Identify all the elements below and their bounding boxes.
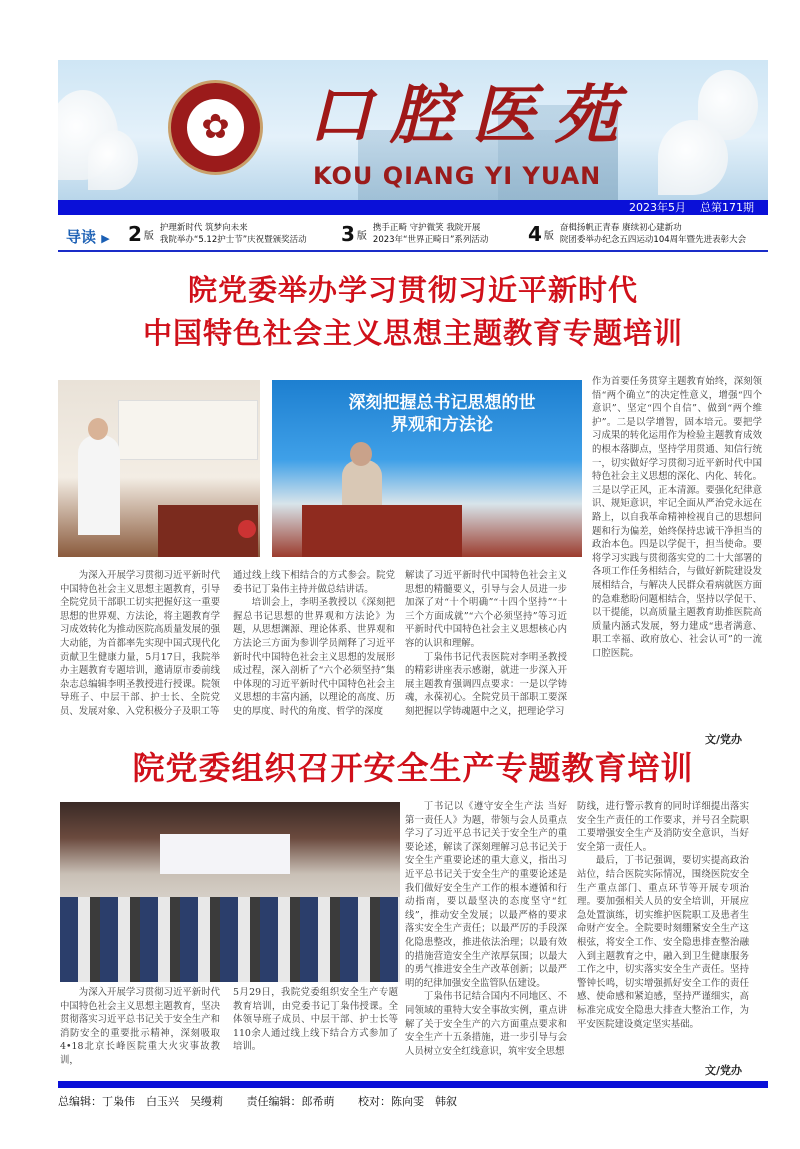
page-suffix: 版 [543, 230, 554, 242]
guide-label: 导读 ▶ [66, 228, 110, 246]
lecture-photo-speaker [58, 380, 260, 557]
page-number: 4 [528, 222, 542, 246]
article1-column3 [405, 569, 567, 719]
paragraph: 5月29日，我院党委组织安全生产专题教育培训，由党委书记丁枭伟授课。全体领导班子成员、中层干部、护士长等110余人通过线上线下结合方式参加了培训。 [233, 987, 398, 1053]
page-number: 3 [341, 222, 355, 246]
article2-column3 [405, 800, 567, 1058]
article2-title: 院党委组织召开安全生产专题教育培训 [132, 749, 694, 787]
guide-item[interactable] [528, 222, 746, 246]
paragraph: 防线，进行警示教育的同时详细提出落实安全生产责任的工作要求，并号召全院职工要增强安全生产及消防安全意识，当好安全第一责任人。 [577, 801, 749, 853]
paragraph: 丁枭伟书记代表医院对李明圣教授的精彩讲座表示感谢，就进一步深入开展主题教育强调四点要求：一是以学铸魂，永葆初心。全院党员干部职工要深刻把握以学铸魂题中之义，把理论学习 [405, 651, 567, 717]
guide-row [58, 220, 768, 252]
article1-column1 [60, 569, 220, 719]
guide-line: 2023年“世界正畸日”系列活动 [372, 235, 489, 245]
paragraph: 作为首要任务贯穿主题教育始终，深刻领悟“两个确立”的决定性意义，增强“四个意识”、坚定“四个自信”、做到“两个维护”。二是以学增智，固本培元。要把学习成果的转化运用作为检验主题教育成效的根本落脚点，坚持学用贯通、知信行统一，切实做好学习贯彻习近平新时代中国特色社会主义思想的深化、内化、转化。三是以学正风，正本清源。要强化纪律意识、规矩意识，牢记全面从严治党永远在路上，以自我革命精神检视自己的思想问题和行为偏差，始终保持忠诚干净担当的政治本色。四是以学促干，担当使命。要将学习实践与贯彻落实党的二十大部署的各项工作任务相结合，与做好新院建设发展相结合，与解决人民群众看病就医方面的急难愁盼问题相结合，坚持以学促干、以干提能，以高质量主题教育助推医院高质量内涵式发展，努力建成“患者满意、职工幸福、政府放心、社会认可”的一流口腔医院。 [592, 376, 762, 659]
training-meeting-photo [60, 802, 400, 982]
masthead-subtitle: KOU QIANG YI YUAN [313, 162, 602, 190]
issue-number: 总第171期 [700, 201, 754, 214]
responsible-editor: 责任编辑：郎希萌 [246, 1095, 335, 1108]
photo-screen-banner: 深刻把握总书记思想的世界观和方法论 [348, 393, 536, 435]
guide-line: 携手正畸 守护微笑 我院开展 [372, 223, 481, 233]
guide-line: 我院举办“5.12护士节”庆祝暨颁奖活动 [159, 235, 307, 245]
masthead [58, 60, 768, 200]
issue-date: 2023年5月 [629, 201, 686, 214]
article2-column4 [577, 800, 749, 1031]
guide-item[interactable] [341, 222, 488, 246]
credits [58, 1093, 475, 1109]
lecture-photo-professor [272, 380, 582, 557]
magnolia-left2-image [88, 130, 138, 190]
hospital-logo [168, 80, 263, 175]
paragraph: 培训会上，李明圣教授以《深刻把握总书记思想的世界观和方法论》为题，从思想渊源、理论体系、世界观和方法论三方面为参训学员阐释了习近平新时代中国特色社会主义思想的发展形成过程，深入剖析了“六个必须坚持”集中体现的习近平新时代中国特色社会主义思想的丰富内涵，以理论的高度、历史的厚度、时代的角度、哲学的深度 [233, 597, 395, 717]
article2-column1 [60, 986, 220, 1068]
page-suffix: 版 [356, 230, 367, 242]
paragraph: 解读了习近平新时代中国特色社会主义思想的精髓要义，引导与会人员进一步加深了对“十个明确”“十四个坚持”“十三个方面成就”“六个必须坚持”等习近平新时代中国特色社会主义思想核心内容的认识和理解。 [405, 570, 567, 649]
article2-column2 [233, 986, 398, 1054]
footer-bar [58, 1081, 768, 1088]
paragraph: 最后，丁书记强调，要切实提高政治站位，结合医院实际情况，围绕医院安全生产重点部门、重点环节等开展专项治理。要加强相关人员的安全培训，开展应急处置演练，切实维护医院职工及患者生命财产安全。全院要时刻绷紧安全生产这根弦，将安全工作、安全隐患排查整治融入到主题教育之中，融入到卫生健康服务工作之中，切实落实安全生产责任。坚持警钟长鸣，切实增强抓好安全工作的责任感、使命感和紧迫感，坚持严谨细实，高标准完成安全隐患大排查大整治工作，为平安医院建设奠定坚实基础。 [577, 855, 749, 1030]
chief-editors: 总编辑：丁枭伟 白玉兴 吴缦莉 [58, 1095, 223, 1108]
guide-line: 护理新时代 筑梦向未来 [159, 223, 248, 233]
guide-item[interactable] [128, 222, 307, 246]
issue-bar [58, 200, 768, 215]
clover-icon: ✿ [201, 107, 230, 147]
article1-title-line2: 中国特色社会主义思想主题教育专题培训 [142, 316, 683, 350]
proofreaders: 校对：陈向雯 韩叙 [358, 1095, 457, 1108]
article2-byline: 文/党办 [705, 1064, 743, 1077]
paragraph: 为深入开展学习贯彻习近平新时代中国特色社会主义思想主题教育，引导全院党员干部职工切实把握好这一重要思想的世界观、方法论，将主题教育学习成效转化为推动医院高质量发展的强大动能，为首都率先实现中国式现代化贡献卫生健康力量，5月17日，我院举办主题教育专题培训，邀请原市委前线杂志总编辑李明圣教授进行授课。院领导班子、中层干部、护士长、全院党员、发展对象、入党积极分子及职工等 [60, 570, 220, 717]
article1-title-line1: 院党委举办学习贯彻习近平新时代 [187, 273, 638, 307]
article1-column2 [233, 569, 395, 719]
page-number: 2 [128, 222, 142, 246]
paragraph: 为深入开展学习贯彻习近平新时代中国特色社会主义思想主题教育，坚决贯彻落实习近平总书记关于安全生产和消防安全的重要批示精神，深刻吸取4•18北京长峰医院重大火灾事故教训， [60, 987, 220, 1066]
paragraph: 通过线上线下相结合的方式参会。院党委书记丁枭伟主持并做总结讲话。 [233, 570, 395, 595]
guide-line: 奋楫扬帆正青春 赓续初心建新功 [559, 223, 682, 233]
masthead-title: 口腔医苑 [308, 78, 636, 153]
paragraph: 丁书记以《遵守安全生产法 当好第一责任人》为题，带领与会人员重点学习了习近平总书记关于安全生产的重要论述，解读了深刻理解习总书记关于安全生产重要论述的重大意义，指出习近平总书记关于安全生产的重要论述是我们做好安全生产工作的根本遵循和行动指南，要以最坚决的态度坚守“红线”，推动安全发展；以最严格的要求落实安全生产责任；以最严厉的手段深化隐患整改，推进依法治理；以最有效的措施营造安全生产浓厚氛围；以最大的勇气推进安全生产改革创新；以最严明的纪律加强安全监管队伍建设。 [405, 801, 567, 989]
guide-line: 院团委举办纪念五四运动104周年暨先进表彰大会 [559, 235, 747, 245]
triangle-right-icon: ▶ [101, 232, 110, 245]
article1-column4 [592, 375, 762, 660]
article1-byline: 文/党办 [705, 733, 743, 746]
magnolia-right2-image [658, 120, 728, 195]
paragraph: 丁枭伟书记结合国内不同地区、不同领域的重特大安全事故实例，重点讲解了关于安全生产的六方面重点要求和安全生产十五条措施，进一步引导与会人员树立安全红线意识，筑牢安全思想 [405, 991, 567, 1057]
page-suffix: 版 [143, 230, 154, 242]
